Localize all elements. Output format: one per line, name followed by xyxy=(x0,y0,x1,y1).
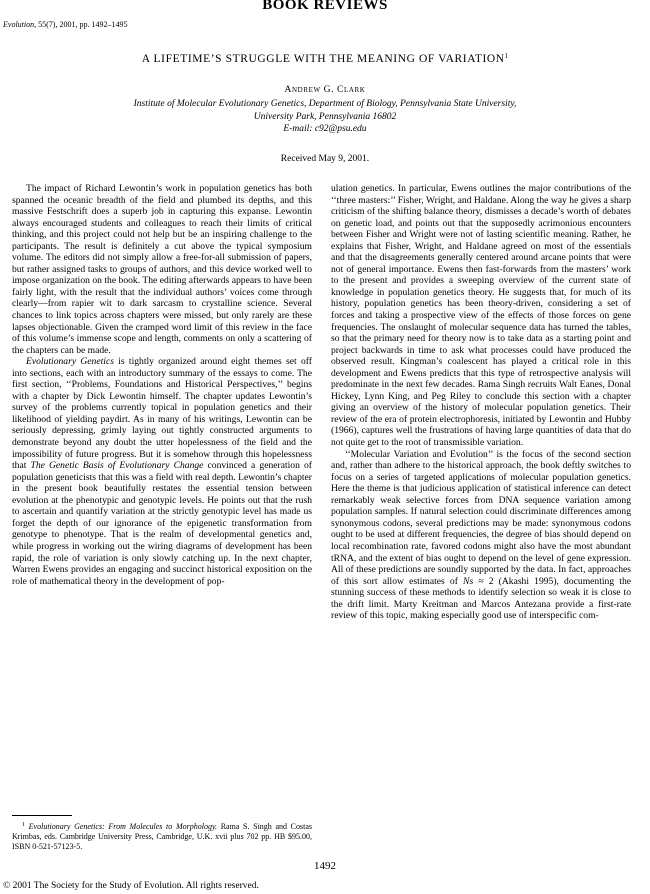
body-paragraph: ‘‘Molecular Variation and Evolution’’ is the focus of the second section and, rather than adhere to the historical approach, the book deftly switches to focus on a series of targeted applications of molecular population genetics. Here the theme is that judicious application of statistical inference can detect remarkably weak selective forces from DNA sequence variation among population samples. If natural selection could discriminate differences among synonymous codons, several predictions may be made: synonymous codons ought to be used at different frequencies, the degree of bias should depend on local recombination rate, favored codons might also have the most abundant tRNA, and the extent of bias ought to depend on the level of gene expression. All of these predictions are soundly supported by the data. In fact, approaches of this sort allow estimates of Ns ≈ 2 (Akashi 1995), documenting the stunning success of these methods to identify selection so weak it is close to the drift limit. Marty Kreitman and Marcos Antezana provide a first-rate review of this topic, making especially good use of interspecific com- xyxy=(331,448,632,622)
title-footnote-marker: 1 xyxy=(504,52,509,60)
book-title: Evolutionary Genetics xyxy=(26,356,114,368)
copyright-notice: © 2001 The Society for the Study of Evolution. All rights reserved. xyxy=(3,881,259,891)
body-paragraph: Evolutionary Genetics is tightly organized around eight themes set off into sections, each with an introductory summary of the essays to come. The first section, ‘‘Problems, Foundations and Historical Perspectives,’’ begins with a chapter by Dick Lewontin himself. The chapter updates Lewontin’s survey of the problems currently topical in population genetics and their likelihood of yielding paydirt. As in many of his writings, Lewontin can be seriously depressing, grimly laying out tightly constructed arguments to demonstrate beyond any doubt the utter hopelessness of the field and the impossibility of future progress. But it is somehow through this hopelessness that The Genetic Basis of Evolutionary Change convinced a generation of population geneticists that this was a field with real depth. Lewontin’s chapter in the present book beautifully restates the essential tension between evolution at the phenotypic and genotypic levels. He points out that the rush to ascertain and quantify variation at the strictly genotypic level has made us forget the depth of our ignorance of the epigenetic transformation from genotype to phenotype. That is the realm of developmental genetics and, while progress in working out the wiring diagrams of development has been rapid, the role of variation is only slowly catching up. In the next chapter, Warren Ewens provides an engaging and succinct historical exposition on the role of mathematical theory in the development of pop- xyxy=(12,356,312,587)
right-column xyxy=(331,183,631,622)
page-number: 1492 xyxy=(314,860,336,872)
author-affiliation xyxy=(40,98,610,136)
left-column xyxy=(12,183,312,587)
section-heading: BOOK REVIEWS xyxy=(262,0,388,13)
affiliation-line: Institute of Molecular Evolutionary Genetics, Department of Biology, Pennsylvania State University, xyxy=(133,99,517,109)
body-paragraph: ulation genetics. In particular, Ewens outlines the major contributions of the ‘‘three masters:’’ Fisher, Wright, and Haldane. Along the way he gives a sharp criticism of the shifting balance theory, dismisses a decade’s worth of debates on genetic load, and points out that the supposedly acrimonious encounters between Fisher and Wright were not of lasting scientific meaning. Rather, he explains that Fisher, Wright, and Haldane agreed on most of the essentials and that the disagreements generally centered around arcane points that were not of general importance. Ewens then fast-forwards from the masters’ work to the present and provides a sweeping overview of the current state of knowledge in population genetics theory. He suggests that, for much of its history, population genetics has been theory-driven, considering a set of forces and taking a prospective view of the effects of those forces on gene frequencies. The onslaught of molecular sequence data has turned the tables, so that the primary need for theory now is to take data as a starting point and project backwards in time to ask what processes could have produced the observed result. Kingman’s coalescent has played a critical role in this development and Ewens predicts that this type of retrospective analysis will predominate in the next few decades. Rama Singh recruits Walt Eanes, Donal Hickey, Lynn King, and Peg Riley to conclude this section with a chapter giving an overview of the history of molecular population genetics. Their review of the era of protein electrophoresis, initiated by Lewontin and Hubby (1966), captures well the frustrations of having large quantities of data that do not quite get to the root of transmissible variation. xyxy=(331,183,631,449)
article-title-text: A LIFETIME’S STRUGGLE WITH THE MEANING OF VARIATION xyxy=(141,53,505,65)
received-date: Received May 9, 2001. xyxy=(280,154,370,164)
article-title xyxy=(0,52,650,65)
volume-pages: 55(7), 2001, pp. 1492–1495 xyxy=(38,20,128,29)
footnote: $^1$ Evolutionary Genetics: From Molecules to Morphology. Rama S. Singh and Costas Krimbas, eds. Cambridge University Press, Cambridge, U.K. xvii plus 702 pp. HB $95.00, ISBN 0-521-57123-5. xyxy=(12,822,312,852)
math-variable: Ns xyxy=(463,575,474,587)
journal-citation xyxy=(3,20,127,29)
body-paragraph: The impact of Richard Lewontin’s work in population genetics has both spanned the oceanic breadth of the field and plumbed its depths, and this massive Festschrift does a superb job in capturing this expanse. Lewontin always encouraged students and colleagues to reach their limits of critical thinking, and this project could not help but be an inspiring challenge to the participants. The result is definitely a cut above the typical symposium volume. The editors did not simply allow a free-for-all submission of papers, but rather assigned tasks to groups of authors, and this device worked well to impose organization on the book. The editing afterwards appears to have been fairly light, with the result that the individual authors’ voices come through clearly—from rapier wit to dark sarcasm to crystalline science. Several chances to link topics across chapters were missed, but only rarely are these lapses objectionable. Given the cramped word limit of this review in the face of this volume’s immense scope and length, comments on only a scattering of the chapters can be made. xyxy=(12,183,312,356)
footnote-divider xyxy=(12,815,72,816)
journal-name: Evolution, xyxy=(3,20,37,29)
affiliation-address: University Park, Pennsylvania 16802 xyxy=(253,111,397,122)
cited-book-title: The Genetic Basis of Evolutionary Change xyxy=(30,460,204,472)
author-email[interactable]: E-mail: c92@psu.edu xyxy=(283,124,367,134)
footnote-book-title: Evolutionary Genetics: From Molecules to Morphology. xyxy=(28,822,218,831)
author-name: Andrew G. Clark xyxy=(284,85,366,95)
footnote-marker: 1 xyxy=(22,822,25,828)
